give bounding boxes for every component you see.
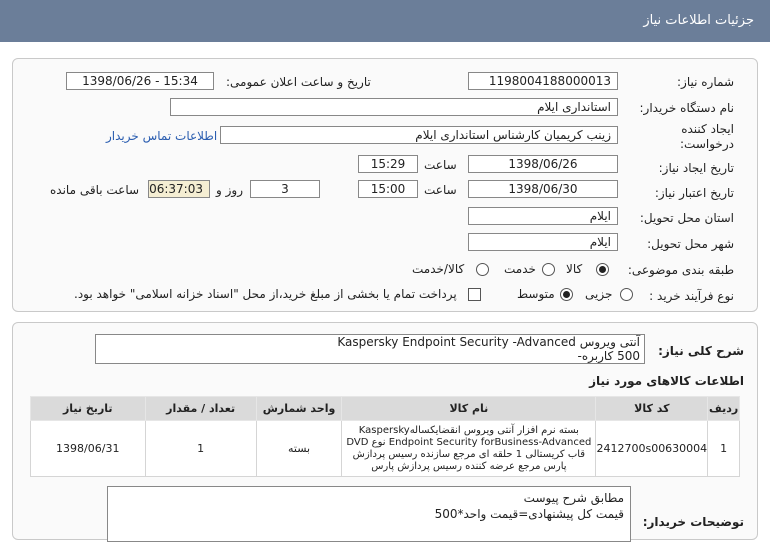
need-number-label: شماره نیاز: [677,75,734,89]
col-row: ردیف [708,397,740,421]
table-row [31,421,740,477]
cell-date: 1398/06/31 [31,421,146,477]
cell-unit: بسته [256,421,342,477]
page-title: جزئیات اطلاعات نیاز [643,13,754,28]
goods-section-title: اطلاعات کالاهای مورد نیاز [589,374,744,388]
summary-label: شرح کلی نیاز: [658,344,744,358]
category-radio-goods[interactable] [596,263,609,276]
time-remaining-label: ساعت باقی مانده [50,183,140,197]
treasury-payment-note: پرداخت تمام یا بخشی از مبلغ خرید،از محل "اسناد خزانه اسلامی" خواهد بود. [74,287,457,301]
category-radio-goods-service[interactable] [476,263,489,276]
created-time-label: ساعت [424,158,457,172]
summary-line-2: 500 کاربره- [577,349,640,363]
city-label: شهر محل تحویل: [647,237,734,251]
announce-label: تاریخ و ساعت اعلان عمومی: [226,75,371,89]
category-radio-service[interactable] [542,263,555,276]
days-label: روز و [216,183,243,197]
need-number-field[interactable]: 1198004188000013 [468,72,618,90]
buyer-contact-link[interactable]: اطلاعات تماس خریدار [106,129,218,143]
created-time-field[interactable]: 15:29 [358,155,418,173]
page-header [0,0,770,42]
cell-row: 1 [708,421,740,477]
summary-box [95,334,645,364]
requester-label: ایجاد کننده درخواست: [680,122,734,151]
created-date-field[interactable]: 1398/06/26 [468,155,618,173]
process-option-medium: متوسط [517,287,555,301]
days-remaining-field: 3 [250,180,320,198]
province-field[interactable]: ایلام [468,207,618,225]
col-code: کد کالا [596,397,708,421]
cell-name: بسته نرم افزار آنتی ویروس انقضایکسالهKaspersky Endpoint Security forBusiness-Advanced نوع DVD قاب کریستالی 1 حلقه ای مرجع سازنده رسیس پردازش پارس مرجع عرضه کننده رسیس پردازش پارس [342,421,596,477]
buyer-org-label: نام دستگاه خریدار: [639,101,734,115]
col-date: تاریخ نیاز [31,397,146,421]
valid-date-field[interactable]: 1398/06/30 [468,180,618,198]
category-option-service: خدمت [504,262,536,276]
buyer-notes-box [107,486,631,542]
col-unit: واحد شمارش [256,397,342,421]
process-type-label: نوع فرآیند خرید : [649,289,734,303]
category-option-goods-service: کالا/خدمت [412,262,465,276]
category-option-goods: کالا [566,262,583,276]
time-remaining-field: 06:37:03 [148,180,210,198]
process-radio-medium[interactable] [560,288,573,301]
summary-line-1: آنتی ویروس Kaspersky Endpoint Security -Advanced [337,335,640,349]
buyer-notes-label: توضیحات خریدار: [642,515,744,529]
cell-qty: 1 [145,421,256,477]
buyer-notes-line-1: مطابق شرح پیوست [523,491,624,505]
buyer-notes-line-2: قیمت کل پیشنهادی=قیمت واحد*500 [434,507,624,521]
requester-field[interactable]: زینب کریمیان کارشناس استانداری ایلام [220,126,618,144]
process-option-minor: جزیی [585,287,613,301]
city-field[interactable]: ایلام [468,233,618,251]
goods-table [30,396,740,477]
process-radio-minor[interactable] [620,288,633,301]
created-date-label: تاریخ ایجاد نیاز: [658,161,734,175]
buyer-org-field[interactable]: استانداری ایلام [170,98,618,116]
announce-field[interactable]: 1398/06/26 - 15:34 [66,72,214,90]
category-label: طبقه بندی موضوعی: [627,263,734,277]
treasury-payment-checkbox[interactable] [468,288,481,301]
col-qty: تعداد / مقدار [145,397,256,421]
cell-code: 2412700s00630004 [596,421,708,477]
valid-time-field[interactable]: 15:00 [358,180,418,198]
valid-date-label: تاریخ اعتبار نیاز: [654,186,734,200]
valid-time-label: ساعت [424,183,457,197]
province-label: استان محل تحویل: [639,211,734,225]
col-name: نام کالا [342,397,596,421]
